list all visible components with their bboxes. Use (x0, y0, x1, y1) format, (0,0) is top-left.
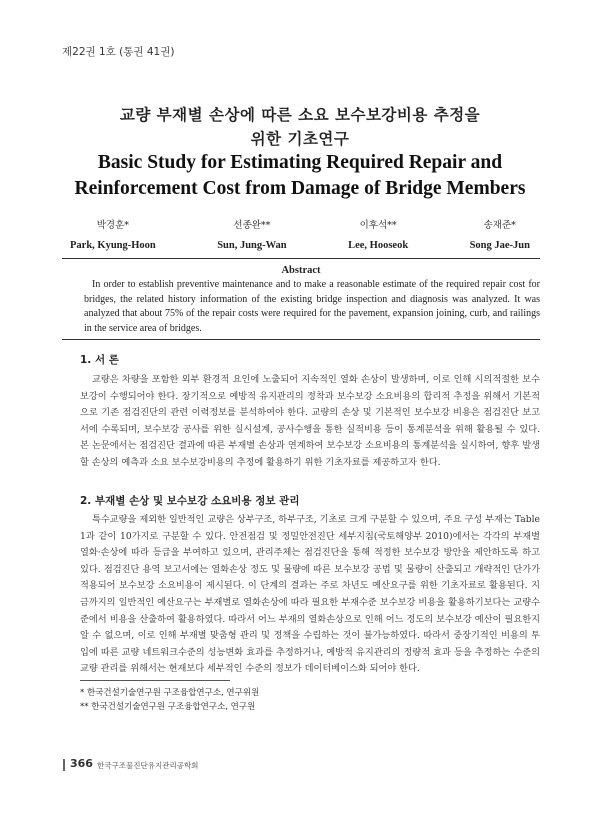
footnote-1: * 한국건설기술연구원 구조융합연구소, 연구위원 (80, 688, 260, 698)
author (70, 218, 156, 253)
author (470, 218, 530, 253)
page-number: 366 (70, 757, 93, 770)
author-korean-name: 이후석** (359, 220, 397, 231)
abstract-text: In order to establish preventive maintenance and to make a reasonable estimate of the required repair cost for bridges, the related history information of the existing bridge inspection and diagnosis was analyzed. It was analyzed that about 75% of the repair costs were required for the pavement, expansion joining, curb, and railings in the service area of bridges. (84, 279, 540, 334)
journal-name: 한국구조물진단유지관리공학회 (97, 761, 199, 770)
abstract-heading: Abstract (281, 265, 321, 276)
abstract-top-rule (62, 258, 540, 259)
author (217, 218, 286, 253)
footnote-divider (80, 680, 230, 681)
section-body-introduction: 교량은 차량을 포함한 외부 환경적 요인에 노출되어 지속적인 열화 손상이 발생하며, 이로 인해 시의적절한 보수보강이 수행되어야 한다. 장기적으로 예방적 유지관리의 정착과 보수보강 소요비용의 합리적 추정을 위해서 기본적으로 기존 점검진단의 관련 이력정보를 분석하여야 한다. 교량의 손상 및 기본적인 보수보강 비용은 점검진단 보고서에 수록되며, 보수보강 공사를 위한 실시설계, 공사수행을 통한 실적비용 등이 통계분석을 위해 활용될 수 있다. 본 논문에서는 점검진단 결과에 따른 부재별 손상과 연계하여 보수보강 소요비용의 통계분석을 실시하여, 향후 발생할 손상의 예측과 소요 보수보강비용의 추정에 활용하기 위한 기초자료를 제공하고자 한다. (80, 374, 540, 468)
author-english-name: Lee, Hooseok (348, 240, 409, 251)
author-list (70, 218, 530, 253)
section-heading-member-damage: 2. 부재별 손상 및 보수보강 소요비용 정보 관리 (80, 495, 300, 507)
author (348, 218, 408, 253)
english-title (40, 150, 560, 202)
author-korean-name: 박경훈* (96, 220, 130, 231)
footer-bar (63, 759, 65, 771)
author-korean-name: 선종완** (233, 220, 271, 231)
author-korean-name: 송재준* (483, 220, 516, 231)
issue-label: 제22권 1호 (통권 41권) (62, 46, 175, 58)
section-body-member-damage: 특수교량을 제외한 일반적인 교량은 상부구조, 하부구조, 기초로 크게 구분할 수 있으며, 주요 구성 부재는 Table 1과 같이 10가지로 구분할 수 있다. 안전점검 및 정밀안전진단 세부지침(국토해양부 2010)에서는 각각의 부재별 열화·손상에 따라 등급을 부여하고 있으며, 관리주체는 점검진단을 통해 적정한 보수보강 방안을 제안하도록 하고 있다. 점검진단 용역 보고서에는 열화손상 정도 및 물량에 따른 보수보강 공법 및 물량이 산출되고 개략적인 단가가 적용되어 보수보강 소요비용이 제시된다. 이 단계의 결과는 주로 차년도 예산요구를 위한 기초자료로 활용된다. 지금까지의 일반적인 예산요구는 부재별로 열화손상에 따라 필요한 부재수준 보수보강 비용을 활용하기보다는 교량수준에서 비용을 산출하여 활용하였다. 따라서 어느 부재의 열화손상으로 인해 어느 정도의 보수보강 예산이 필요한지 알 수 없으며, 이로 인해 부재별 맞춤형 관리 및 정책을 수립하는 것이 불가능하였다. 따라서 중장기적인 비용의 투입에 따른 교량 네트워크수준의 성능변화 효과를 추정하거나, 예방적 유지관리의 정량적 효과 등을 추정하는 수준의 교량 관리를 위해서는 현재보다 세부적인 수준의 정보가 데이터베이스화 되어야 한다. (80, 514, 540, 675)
author-english-name: Sun, Jung-Wan (217, 240, 287, 251)
abstract-bottom-rule (62, 339, 540, 340)
english-title-line-2: Reinforcement Cost from Damage of Bridge Members (74, 178, 526, 199)
english-title-line-1: Basic Study for Estimating Required Repair and (97, 152, 503, 173)
footnote-2: ** 한국건설기술연구원 구조융합연구소, 연구원 (80, 702, 256, 712)
author-english-name: Park, Kyung-Hoon (70, 240, 156, 251)
section-heading-introduction: 1. 서 론 (80, 354, 119, 366)
korean-title-line-1: 교량 부재별 손상에 따른 소요 보수보강비용 추정을 (119, 105, 481, 124)
author-english-name: Song Jae-Jun (469, 240, 530, 251)
korean-title-line-2: 위한 기초연구 (250, 129, 350, 148)
korean-title (40, 103, 560, 151)
